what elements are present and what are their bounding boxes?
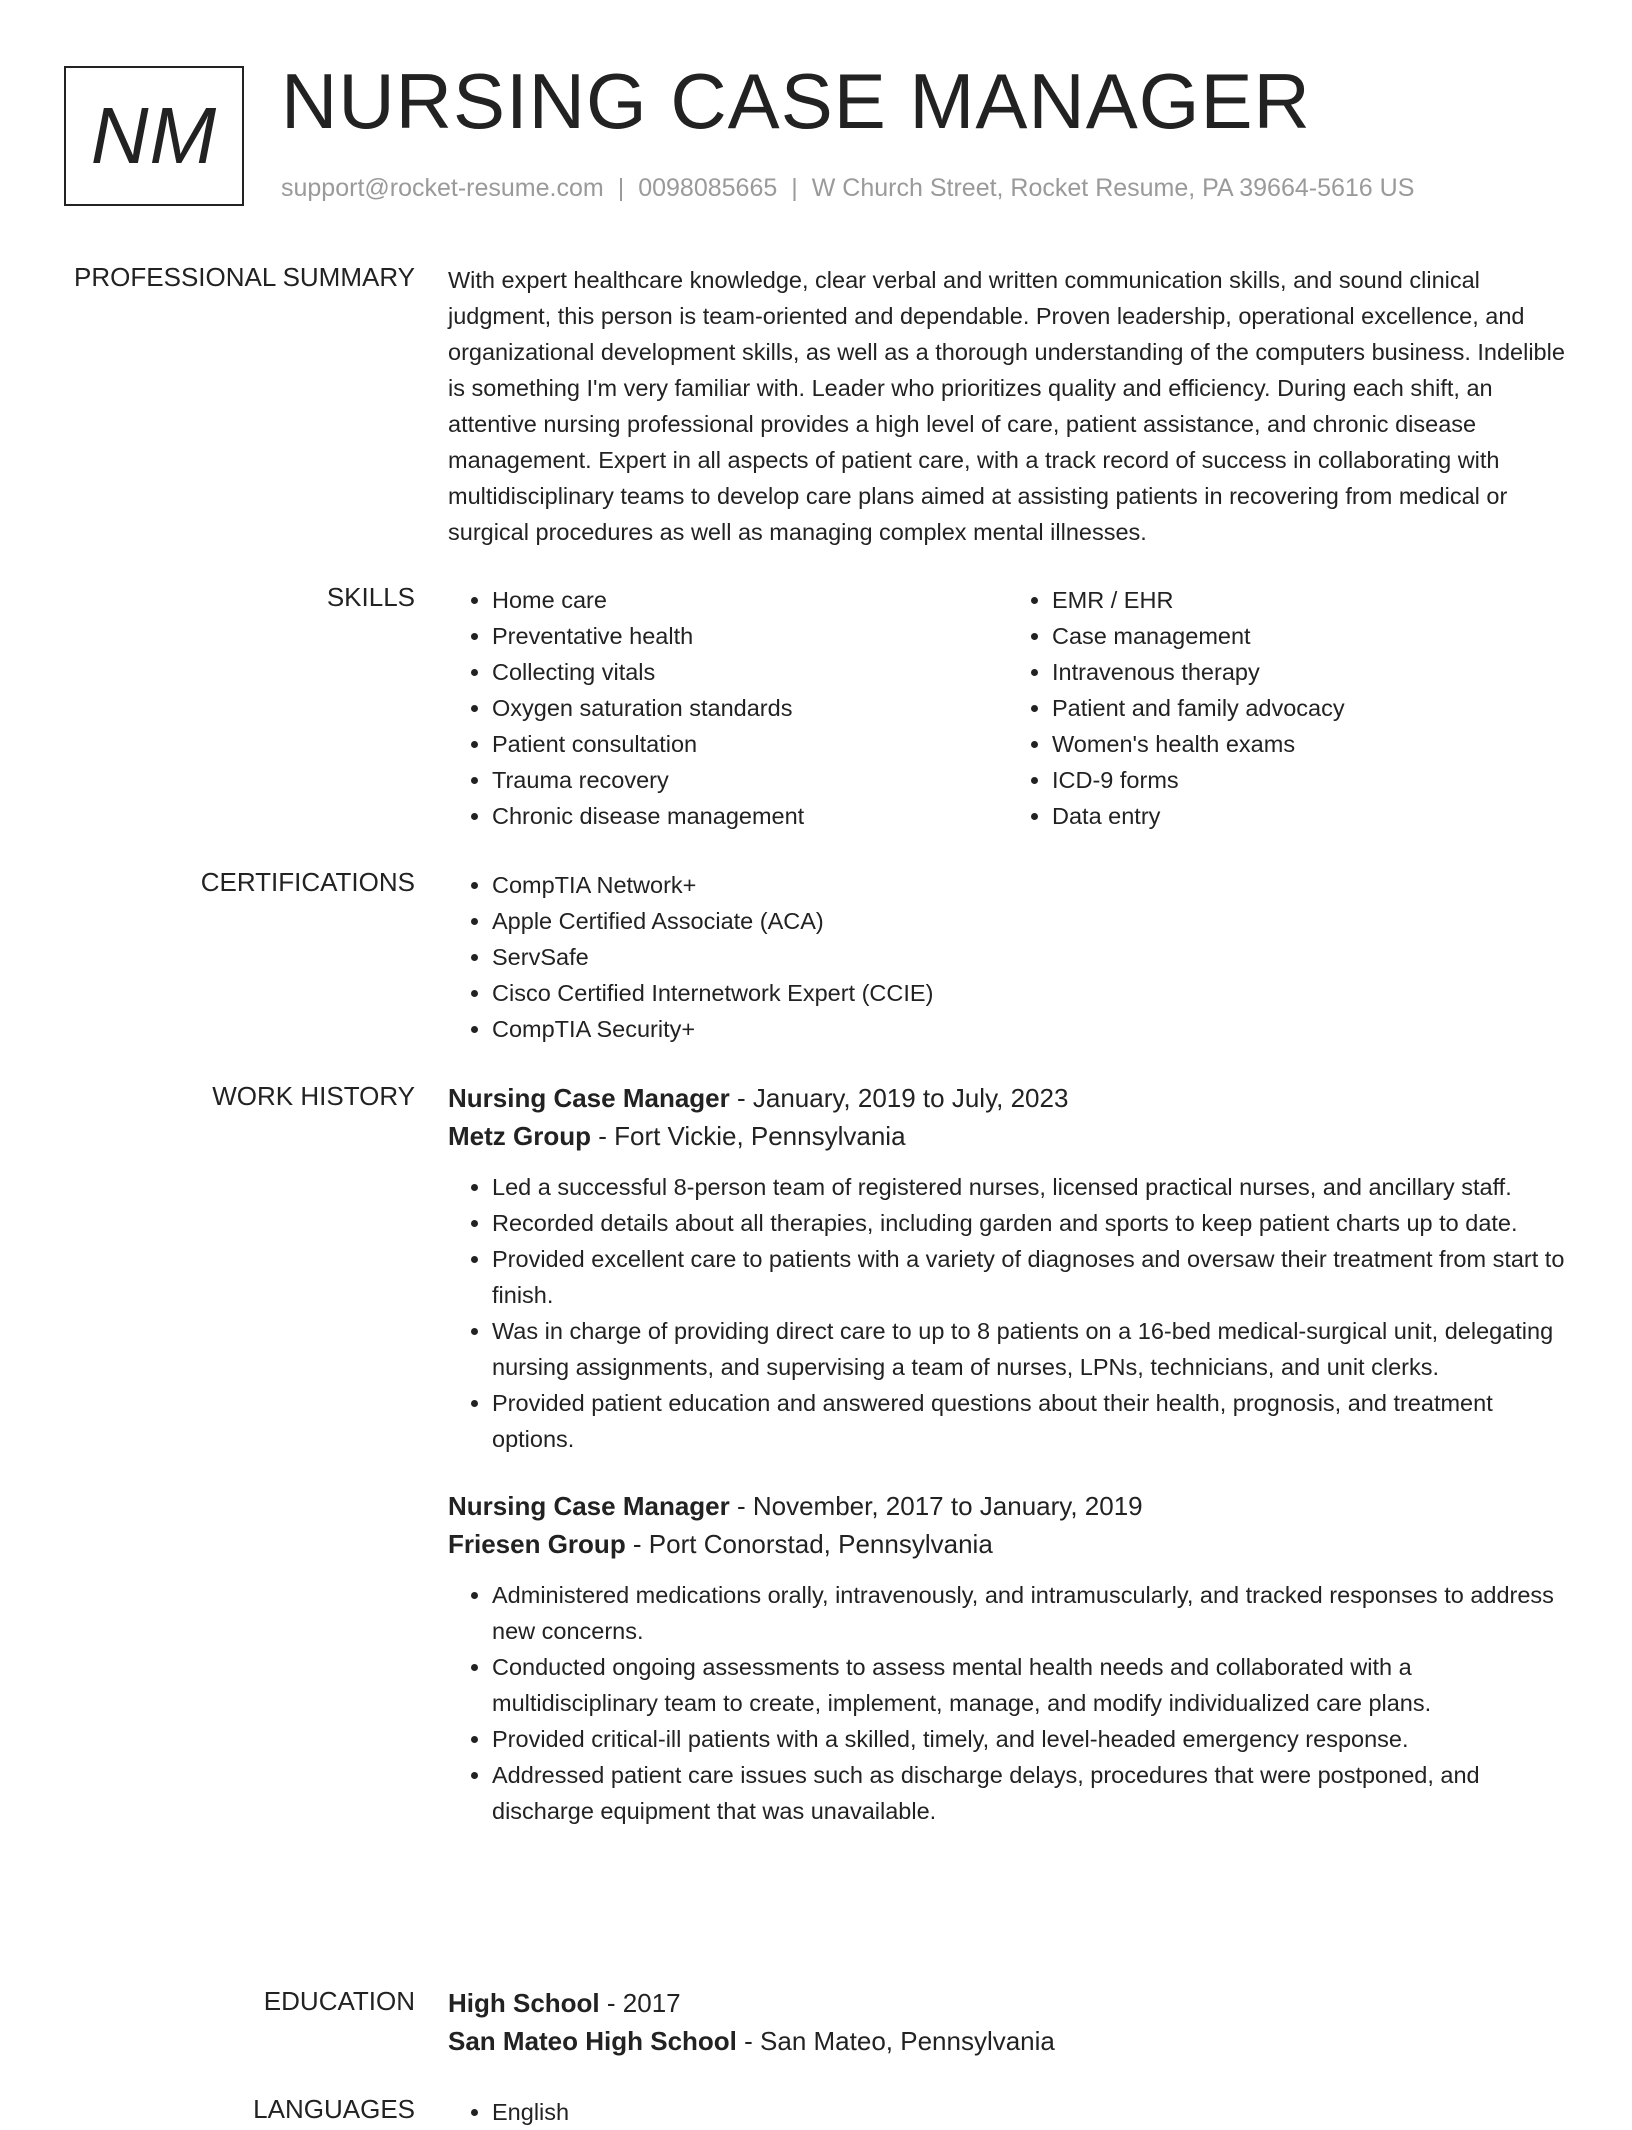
job-bullet: • Addressed patient care issues such as discharge delays, procedures that were postponed, and discharge equipment that was unavailable.: [492, 1757, 1568, 1829]
job-title-line: [448, 1079, 1568, 1117]
section-title-work-history: WORK HISTORY: [212, 1081, 415, 1111]
job-location: - Fort Vickie, Pennsylvania: [591, 1121, 906, 1151]
skill-item: • Data entry: [1052, 798, 1568, 834]
section-title-languages: LANGUAGES: [253, 2094, 415, 2124]
job-company-line: [448, 1117, 1568, 1155]
certification-item: • Apple Certified Associate (ACA): [492, 903, 1568, 939]
phone-number: 0098085665: [638, 174, 778, 202]
skill-item: • ICD-9 forms: [1052, 762, 1568, 798]
skill-item: • Home care: [492, 582, 1008, 618]
section-title-certifications: CERTIFICATIONS: [200, 867, 415, 897]
job-bullet: • Provided patient education and answered questions about their health, prognosis, and treatment options.: [492, 1385, 1568, 1457]
job-bullets: [448, 1577, 1568, 1829]
certification-item: • Cisco Certified Internetwork Expert (CCIE): [492, 975, 1568, 1011]
language-item: • English: [492, 2094, 1568, 2130]
job-entry: [448, 1079, 1568, 1457]
job-company-line: [448, 1525, 1568, 1563]
job-bullets: [448, 1169, 1568, 1457]
education-degree-line: [448, 1984, 1568, 2022]
skill-item: • Patient consultation: [492, 726, 1008, 762]
job-bullet: • Conducted ongoing assessments to assess mental health needs and collaborated with a multidisciplinary team to create, implement, manage, and modify individualized care plans.: [492, 1649, 1568, 1721]
skill-item: • Preventative health: [492, 618, 1008, 654]
contact-separator: |: [791, 174, 798, 202]
job-bullet: • Led a successful 8-person team of registered nurses, licensed practical nurses, and ancillary staff.: [492, 1169, 1568, 1205]
skill-item: • Collecting vitals: [492, 654, 1008, 690]
skill-item: • Oxygen saturation standards: [492, 690, 1008, 726]
skill-item: • Case management: [1052, 618, 1568, 654]
skill-item: • Trauma recovery: [492, 762, 1008, 798]
job-bullet: • Recorded details about all therapies, including garden and sports to keep patient charts up to date.: [492, 1205, 1568, 1241]
languages-list: [448, 2094, 1568, 2130]
resume-title: NURSING CASE MANAGER: [281, 57, 1311, 145]
job-role: Nursing Case Manager: [448, 1491, 730, 1521]
summary-text: With expert healthcare knowledge, clear verbal and written communication skills, and sound clinical judgment, this person is team-oriented and dependable. Proven leadership, operational excellence, and organizational development skills, as well as a thorough understanding of the computers business. Indelible is something I'm very familiar with. Leader who prioritizes quality and efficiency. During each shift, an attentive nursing professional provides a high level of care, patient assistance, and chronic disease management. Expert in all aspects of patient care, with a track record of success in collaborating with multidisciplinary teams to develop care plans aimed at assisting patients in recovering from medical or surgical procedures as well as managing complex mental illnesses.: [448, 267, 1565, 545]
job-bullet: • Provided excellent care to patients with a variety of diagnoses and oversaw their treatment from start to finish.: [492, 1241, 1568, 1313]
job-company: Metz Group: [448, 1121, 591, 1151]
skills-list: [448, 582, 1568, 834]
education-location: - San Mateo, Pennsylvania: [736, 2026, 1055, 2056]
job-role: Nursing Case Manager: [448, 1083, 730, 1113]
job-bullet: • Was in charge of providing direct care to up to 8 patients on a 16-bed medical-surgical unit, delegating nursing assignments, and supervising a team of nurses, LPNs, technicians, and unit clerks.: [492, 1313, 1568, 1385]
section-title-skills: SKILLS: [326, 582, 415, 612]
skill-item: • Patient and family advocacy: [1052, 690, 1568, 726]
work-history-list: [448, 1079, 1568, 1829]
education-school-line: [448, 2022, 1568, 2060]
skills-column-left: [448, 582, 1008, 834]
skill-item: • Women's health exams: [1052, 726, 1568, 762]
certification-item: • CompTIA Security+: [492, 1011, 1568, 1047]
email-link[interactable]: support@rocket-resume.com: [281, 174, 604, 202]
job-dates: - November, 2017 to January, 2019: [729, 1491, 1143, 1521]
certifications-list: [448, 867, 1568, 1047]
certification-item: • ServSafe: [492, 939, 1568, 975]
education-entry: [448, 1984, 1568, 2060]
certification-item: • CompTIA Network+: [492, 867, 1568, 903]
job-location: - Port Conorstad, Pennsylvania: [625, 1529, 993, 1559]
education-school: San Mateo High School: [448, 2026, 737, 2056]
contact-separator: |: [617, 174, 625, 202]
job-company: Friesen Group: [448, 1529, 626, 1559]
skill-item: • Chronic disease management: [492, 798, 1008, 834]
job-bullet: • Provided critical-ill patients with a skilled, timely, and level-headed emergency response.: [492, 1721, 1568, 1757]
section-title-summary: PROFESSIONAL SUMMARY: [74, 262, 415, 292]
skill-item: • EMR / EHR: [1052, 582, 1568, 618]
education-year: - 2017: [599, 1988, 681, 2018]
job-entry: [448, 1487, 1568, 1829]
education-degree: High School: [448, 1988, 600, 2018]
job-bullet: • Administered medications orally, intravenously, and intramuscularly, and tracked responses to address new concerns.: [492, 1577, 1568, 1649]
job-title-line: [448, 1487, 1568, 1525]
monogram: NM: [64, 66, 244, 206]
skill-item: • Intravenous therapy: [1052, 654, 1568, 690]
contact-line: [281, 174, 1414, 203]
skills-column-right: [1008, 582, 1568, 834]
section-title-education: EDUCATION: [263, 1986, 415, 2016]
job-dates: - January, 2019 to July, 2023: [729, 1083, 1069, 1113]
address: W Church Street, Rocket Resume, PA 39664-5616 US: [811, 174, 1415, 202]
